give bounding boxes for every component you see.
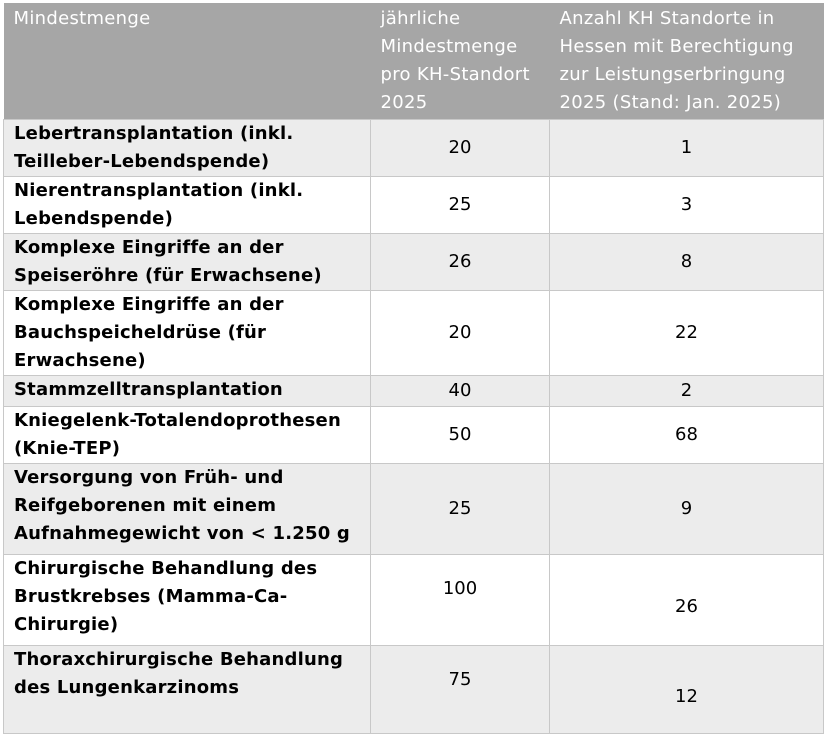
row-name: Komplexe Eingriffe an der Speiseröhre (für Erwachsene): [4, 234, 371, 291]
row-mindestmenge: 20: [371, 291, 550, 376]
table-row: [4, 120, 824, 177]
row-name: Versorgung von Früh- und Reifgeborenen mit einem Aufnahmegewicht von < 1.250 g: [4, 464, 371, 555]
table-row: [4, 407, 824, 464]
table-row: [4, 646, 824, 734]
header-jaehrliche-mindestmenge: jährliche Mindestmenge pro KH-Standort 2025: [371, 3, 550, 120]
table-header: [4, 3, 824, 120]
row-name: Kniegelenk-Totalendoprothesen (Knie-TEP): [4, 407, 371, 464]
row-mindestmenge: 40: [371, 376, 550, 407]
header-mindestmenge: Mindestmenge: [4, 3, 371, 120]
row-mindestmenge: 20: [371, 120, 550, 177]
row-mindestmenge: 50: [371, 407, 550, 464]
table-row: [4, 291, 824, 376]
table-body: [4, 120, 824, 734]
header-anzahl-standorte: Anzahl KH Standorte in Hessen mit Berechtigung zur Leistungserbringung 2025 (Stand: Jan. 2025): [550, 3, 824, 120]
table-row: [4, 177, 824, 234]
row-name: Stammzelltransplantation: [4, 376, 371, 407]
table-row: [4, 234, 824, 291]
row-standorte: 2: [550, 376, 824, 407]
row-name: Thoraxchirurgische Behandlung des Lungenkarzinoms: [4, 646, 371, 734]
row-standorte: 22: [550, 291, 824, 376]
row-mindestmenge: 25: [371, 464, 550, 555]
row-mindestmenge: 25: [371, 177, 550, 234]
header-row: [4, 3, 824, 120]
row-standorte: 3: [550, 177, 824, 234]
row-standorte: 68: [550, 407, 824, 464]
row-standorte: 12: [550, 646, 824, 734]
row-name: Chirurgische Behandlung des Brustkrebses (Mamma-Ca-Chirurgie): [4, 555, 371, 646]
row-name: Lebertransplantation (inkl. Teilleber-Lebendspende): [4, 120, 371, 177]
row-mindestmenge: 100: [371, 555, 550, 646]
row-mindestmenge: 75: [371, 646, 550, 734]
row-standorte: 26: [550, 555, 824, 646]
mindestmengen-table: [3, 3, 824, 734]
table-row: [4, 555, 824, 646]
row-name: Nierentransplantation (inkl. Lebendspende): [4, 177, 371, 234]
row-mindestmenge: 26: [371, 234, 550, 291]
row-name: Komplexe Eingriffe an der Bauchspeicheldrüse (für Erwachsene): [4, 291, 371, 376]
row-standorte: 8: [550, 234, 824, 291]
table-row: [4, 464, 824, 555]
row-standorte: 9: [550, 464, 824, 555]
table-row: [4, 376, 824, 407]
row-standorte: 1: [550, 120, 824, 177]
